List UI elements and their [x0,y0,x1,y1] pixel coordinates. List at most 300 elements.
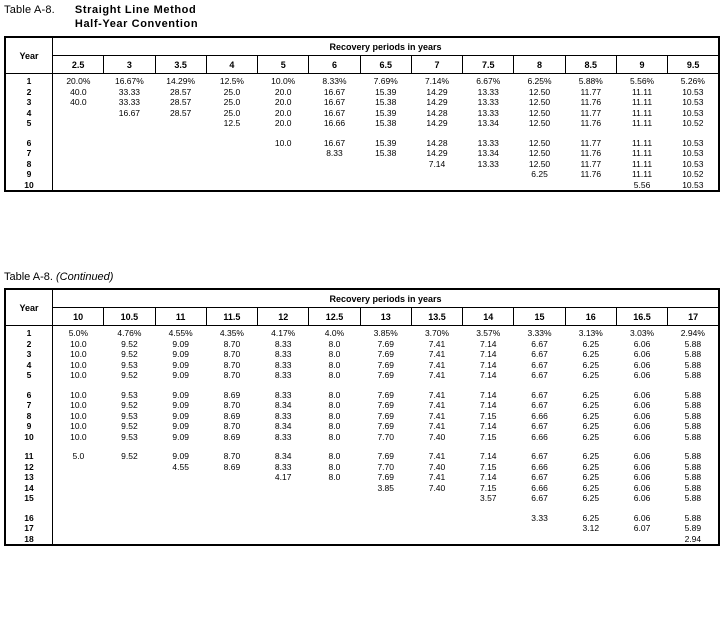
rate-cell: 6.06 [633,359,651,370]
rate-cell [104,472,155,483]
rate-cell: 12.50 [528,137,551,148]
rate-cell: 6.25 [582,400,600,410]
spacer-cell [155,442,206,451]
rate-cell: 11.76 [580,148,602,158]
rate-cell: 5.88 [684,359,702,370]
rate-cell: 9.53 [121,410,138,421]
rate-cell: 11.11 [632,137,653,148]
rate-cell: 6.67 [531,349,548,359]
rate-cell: 12.50 [528,118,551,128]
rate-cell [360,523,411,534]
rate-cell: 14.29 [426,86,448,97]
column-header-table2-0: 10 [53,308,104,326]
rate-cell [258,513,309,524]
spacer-cell [5,381,53,390]
rate-cell [53,108,104,119]
rate-cell [206,534,257,546]
spacer-cell [565,442,616,451]
rate-cell: 6.07 [633,523,651,533]
rate-cell [463,169,514,180]
rate-cell: 11.77 [580,86,602,97]
spacer-cell [5,442,53,451]
rate-cell: 6.06 [633,421,651,431]
rate-cell: 6.66 [531,461,548,472]
rate-cell: 9.09 [172,349,189,359]
rate-cell: 11.77 [580,158,602,169]
rate-cell [514,180,565,192]
rate-cell: 13.34 [477,118,499,128]
table-row [5,534,719,546]
row-year-cell: 12 [5,462,53,473]
rate-cell: 10.0 [70,421,87,431]
column-header-table2-12: 17 [668,308,719,326]
rate-cell: 7.41 [428,472,446,482]
rate-cell: 10.0 [274,137,292,148]
column-header-table1-8: 7.5 [463,56,514,74]
rate-cell: 10.0 [70,431,87,442]
rate-cell: 9.52 [121,400,138,410]
table-1-head [5,37,719,74]
rate-cell: 10.53 [682,97,704,107]
row-year-cell: 8 [5,159,53,170]
row-year-cell: 1 [5,326,53,339]
rate-cell [411,169,462,180]
spacer-cell [668,381,719,390]
rate-cell: 10.53 [682,86,704,97]
rate-cell [258,169,309,180]
table-row [5,360,719,371]
column-header-table2-1: 10.5 [104,308,155,326]
rate-cell: 10.0 [70,349,87,359]
rate-cell [155,534,206,546]
rate-cell: 6.25 [582,410,600,421]
table-row [5,462,719,473]
rate-cell [309,169,360,180]
rate-cell [53,462,104,473]
rate-cell: 3.13% [578,328,603,338]
rate-cell: 8.33 [274,370,292,380]
rate-cell: 7.69 [377,421,394,431]
rate-cell [206,138,257,149]
rate-cell: 9.09 [172,431,189,442]
spacer-cell [514,129,565,138]
row-year-cell: 14 [5,483,53,494]
rate-cell [206,159,257,170]
rate-cell: 10.0 [70,410,87,421]
rate-cell: 14.28 [426,107,448,118]
rate-cell: 6.25 [582,349,600,359]
row-year-cell: 1 [5,74,53,87]
rate-cell [206,180,257,192]
rate-cell: 11.77 [580,107,602,118]
table-row [5,483,719,494]
rate-cell: 8.70 [223,349,241,359]
column-header-table1-9: 8 [514,56,565,74]
spacer-cell [616,504,667,513]
rate-cell: 9.09 [172,389,189,400]
table-2-header-row-1 [5,289,719,308]
rate-cell: 8.33 [274,338,292,349]
rate-cell: 3.12 [582,523,600,533]
rate-cell [463,180,514,192]
rate-cell: 6.25 [531,169,548,179]
rate-cell: 8.34 [274,400,292,410]
spacer-cell [360,381,411,390]
rate-cell: 11.11 [632,169,653,179]
table-row [5,390,719,401]
rate-cell: 3.03% [630,328,655,338]
row-year-cell: 13 [5,472,53,483]
rate-cell [53,523,104,534]
rate-cell: 5.88 [684,493,702,503]
rate-cell [258,148,309,159]
rate-cell: 6.67 [531,472,548,482]
table-row [5,108,719,119]
table-row [5,411,719,422]
rate-cell [155,118,206,129]
rate-cell: 7.14 [479,421,497,431]
table-2-year-header: Year [5,289,53,326]
rate-cell: 15.39 [375,86,397,97]
rate-cell: 7.69% [373,76,398,86]
rate-cell: 5.88 [684,461,702,472]
rate-cell: 7.14 [479,472,497,482]
row-year-cell: 18 [5,534,53,546]
rate-cell [53,483,104,494]
table-title-text [75,3,198,31]
rate-cell: 3.33 [531,512,548,523]
rate-cell: 7.41 [428,349,446,359]
table-row [5,118,719,129]
table-2-span-header: Recovery periods in years [53,289,720,308]
rate-cell: 11.11 [632,86,653,97]
rate-cell: 2.94% [680,328,705,338]
rate-cell: 3.57 [479,493,497,503]
rate-cell: 7.14 [428,158,446,169]
rate-cell [309,483,360,494]
rate-cell: 7.69 [377,370,394,380]
rate-cell: 9.09 [172,400,189,410]
rate-cell: 40.0 [70,86,87,97]
rate-cell: 10.53 [682,148,704,158]
rate-cell [104,483,155,494]
rate-cell [155,493,206,504]
spacer-cell [5,129,53,138]
rate-cell: 14.29 [426,97,448,107]
rate-cell [104,148,155,159]
spacer-cell [463,381,514,390]
row-year-cell: 2 [5,339,53,350]
rate-cell: 5.88 [684,400,702,410]
rate-cell: 6.25 [582,389,600,400]
column-header-table1-11: 9 [616,56,667,74]
rate-cell: 8.0 [328,461,341,472]
rate-cell [514,534,565,546]
rate-cell: 12.5 [223,118,241,128]
rate-cell: 5.88% [578,76,603,86]
spacer-cell [53,504,104,513]
rate-cell: 6.06 [633,451,651,461]
rate-cell [104,462,155,473]
rate-cell: 5.56 [633,179,651,190]
rate-cell: 8.33% [322,76,347,86]
rate-cell: 14.29% [166,76,196,86]
rate-cell: 6.67 [531,370,548,380]
rate-cell: 8.69 [223,461,241,472]
rate-cell: 14.29 [426,118,448,128]
rate-cell [155,180,206,192]
rate-cell: 16.67 [323,86,346,97]
rate-cell [155,483,206,494]
rate-cell: 13.33 [477,158,499,169]
rate-cell: 8.70 [223,451,241,461]
table-row [5,513,719,524]
spacer-cell [309,129,360,138]
rate-cell: 8.70 [223,400,241,410]
rate-cell: 8.0 [328,359,341,370]
rate-cell [616,534,667,546]
row-year-cell: 3 [5,97,53,108]
column-header-table1-5: 6 [309,56,360,74]
spacer-cell [53,442,104,451]
rate-cell: 33.33 [118,86,141,97]
rate-cell: 7.69 [377,359,394,370]
rate-cell: 8.0 [328,451,341,461]
spacer-cell [206,129,257,138]
row-year-cell: 9 [5,169,53,180]
table-2-header-row-2 [5,308,719,326]
column-header-table1-2: 3.5 [155,56,206,74]
rate-cell: 10.52 [682,169,704,179]
column-header-table2-2: 11 [155,308,206,326]
rate-cell: 8.0 [328,389,341,400]
rate-cell [411,534,462,546]
rate-cell: 4.55% [168,328,193,338]
rate-cell: 4.0% [324,328,345,338]
rate-cell: 9.09 [172,370,189,380]
rate-cell [104,513,155,524]
rate-cell: 7.40 [428,482,446,493]
rate-cell: 7.41 [428,410,446,421]
rate-cell: 8.0 [328,431,341,442]
rate-cell [206,148,257,159]
spacer-cell [258,129,309,138]
rate-cell [309,534,360,546]
rate-cell: 15.38 [375,148,397,158]
rate-cell: 7.69 [377,389,394,400]
rate-cell [360,513,411,524]
rate-cell [155,513,206,524]
row-year-cell: 11 [5,451,53,462]
spacer-cell [565,504,616,513]
rate-cell: 6.06 [633,472,651,482]
rate-cell: 13.33 [477,86,499,97]
spacer-cell [53,129,104,138]
rate-cell: 9.52 [121,338,138,349]
rate-cell [206,523,257,534]
spacer-cell [565,129,616,138]
rate-cell: 7.69 [377,349,394,359]
rate-cell: 5.88 [684,431,702,442]
rate-cell [155,148,206,159]
rate-cell: 7.41 [428,338,446,349]
rate-cell: 6.25 [582,451,600,461]
spacer-cell [616,381,667,390]
rate-cell: 6.25 [582,512,600,523]
spacer-cell [258,381,309,390]
rate-cell: 12.50 [528,148,551,158]
spacer-cell [104,504,155,513]
column-header-table2-4: 12 [258,308,309,326]
rate-cell: 9.53 [121,389,138,400]
row-spacer [5,129,719,138]
rate-cell: 15.38 [375,118,397,128]
row-year-cell: 16 [5,513,53,524]
table-row [5,326,719,339]
row-spacer [5,381,719,390]
rate-cell: 16.67 [323,97,346,107]
rate-cell: 10.0% [271,76,296,86]
table-row [5,421,719,432]
rate-cell: 6.66 [531,431,548,442]
rate-cell [155,159,206,170]
rate-cell: 8.69 [223,389,241,400]
rate-cell [360,169,411,180]
spacer-cell [411,504,462,513]
rate-cell: 3.85 [377,482,394,493]
rate-cell: 10.0 [70,359,87,370]
rate-cell: 6.06 [633,338,651,349]
rate-cell: 6.25 [582,338,600,349]
spacer-cell [258,504,309,513]
rate-cell: 7.14 [479,359,497,370]
column-header-table2-6: 13 [360,308,411,326]
rate-cell: 11.11 [632,97,653,107]
rate-cell [104,534,155,546]
rate-cell: 12.50 [528,107,551,118]
rate-cell: 8.0 [328,400,341,410]
rate-cell: 8.70 [223,421,241,431]
rate-cell: 5.88 [684,512,702,523]
table-title-block [4,3,704,31]
row-year-cell: 7 [5,400,53,411]
rate-cell: 25.0 [223,107,241,118]
column-header-table1-0: 2.5 [53,56,104,74]
spacer-cell [463,504,514,513]
rate-cell [565,534,616,546]
table-row [5,138,719,149]
rate-cell: 16.67 [323,137,346,148]
rate-cell: 10.0 [70,370,87,380]
rate-cell: 28.57 [170,107,192,118]
rate-cell: 15.38 [375,97,397,107]
rate-cell [258,523,309,534]
column-header-table2-3: 11.5 [206,308,257,326]
rate-cell: 4.17 [274,472,292,482]
depreciation-table-1 [4,36,720,192]
rate-cell: 10.53 [682,137,704,148]
rate-cell: 14.28 [426,137,448,148]
rate-cell: 5.0% [68,328,89,338]
row-year-cell: 9 [5,421,53,432]
rate-cell [360,159,411,170]
rate-cell [53,159,104,170]
rate-cell: 6.06 [633,493,651,503]
rate-cell: 4.17% [271,328,296,338]
rate-cell [104,180,155,192]
rate-cell: 8.0 [328,410,341,421]
rate-cell [53,138,104,149]
rate-cell: 8.33 [274,349,292,359]
spacer-cell [668,129,719,138]
rate-cell: 5.88 [684,338,702,349]
rate-cell [206,493,257,504]
table-2-head [5,289,719,326]
rate-cell: 6.67 [531,359,548,370]
rate-cell: 6.67 [531,400,548,410]
rate-cell: 8.0 [328,370,341,380]
table-row [5,74,719,87]
column-header-table2-5: 12.5 [309,308,360,326]
rate-cell: 6.06 [633,349,651,359]
table-row [5,370,719,381]
rate-cell: 7.41 [428,451,446,461]
rate-cell [104,169,155,180]
rate-cell: 7.41 [428,370,446,380]
rate-cell [206,483,257,494]
row-year-cell: 2 [5,87,53,98]
spacer-cell [668,442,719,451]
column-header-table1-10: 8.5 [565,56,616,74]
spacer-cell [309,442,360,451]
rate-cell [206,513,257,524]
spacer-cell [668,504,719,513]
rate-cell [104,159,155,170]
column-header-table1-4: 5 [258,56,309,74]
rate-cell: 7.69 [377,410,394,421]
rate-cell [206,169,257,180]
rate-cell: 8.33 [274,359,292,370]
table-row [5,159,719,170]
table-number-label: Table A-8. [4,4,55,16]
column-header-table2-10: 16 [565,308,616,326]
rate-cell: 8.0 [328,349,341,359]
spacer-cell [463,129,514,138]
row-year-cell: 8 [5,411,53,422]
table-row [5,493,719,504]
rate-cell: 8.0 [328,338,341,349]
rate-cell: 7.15 [479,461,497,472]
table-row [5,97,719,108]
table-row [5,472,719,483]
rate-cell: 11.76 [580,169,602,179]
rate-cell [411,493,462,504]
spacer-cell [411,442,462,451]
rate-cell [258,534,309,546]
rate-cell: 5.88 [684,349,702,359]
rate-cell: 3.70% [424,328,450,338]
rate-cell [53,148,104,159]
rate-cell: 6.67% [476,76,501,86]
rate-cell: 6.25 [582,421,600,431]
spacer-cell [258,442,309,451]
rate-cell [360,180,411,192]
spacer-cell [104,381,155,390]
spacer-cell [616,442,667,451]
rate-cell [53,118,104,129]
column-header-table1-1: 3 [104,56,155,74]
rate-cell: 7.14 [479,370,497,380]
